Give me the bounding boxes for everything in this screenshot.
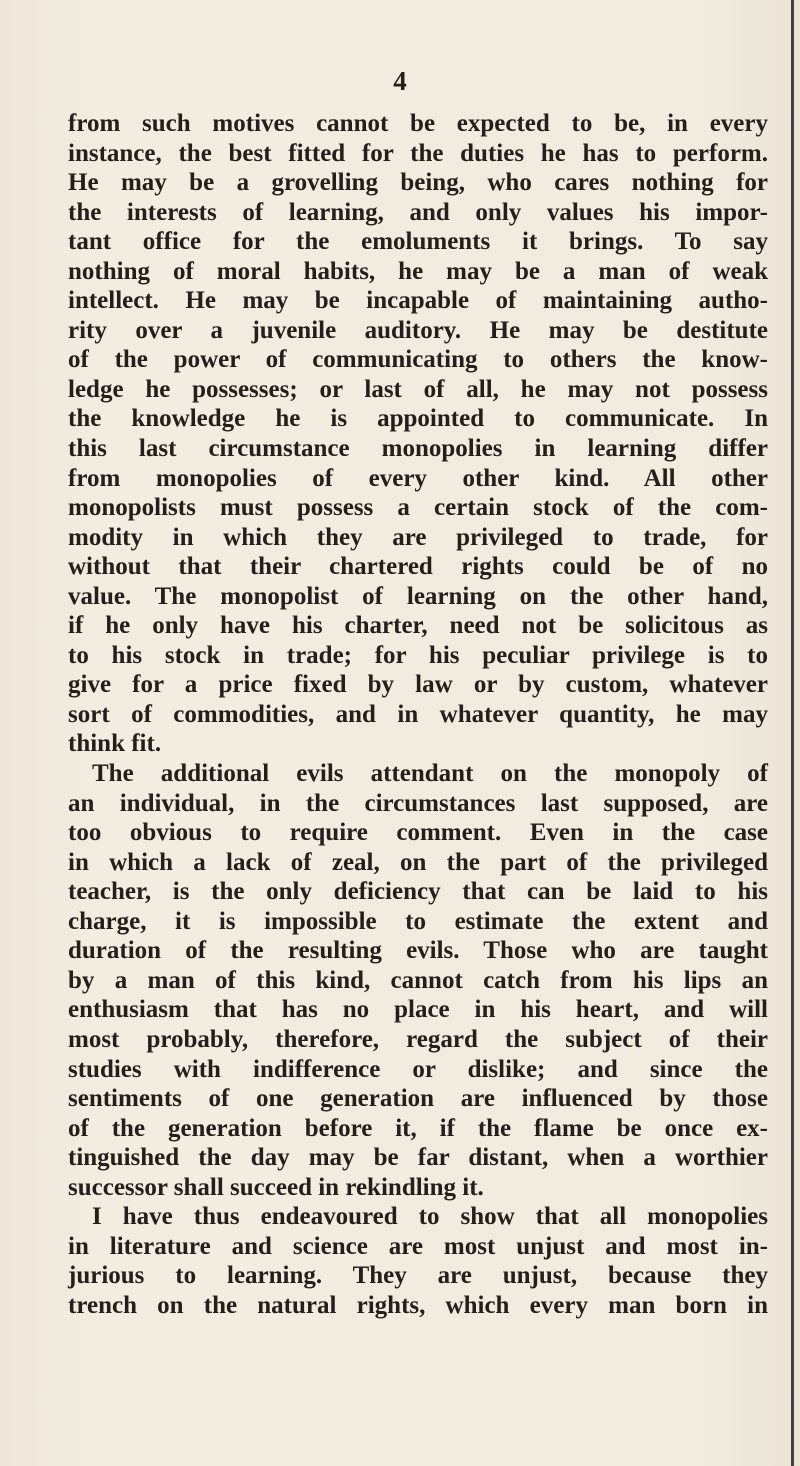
- text-line: enthusiasm that has no place in his heart, and will: [68, 996, 768, 1024]
- text-line: sort of commodities, and in whatever quantity, he may: [68, 700, 768, 728]
- text-line: an individual, in the circumstances last supposed, are: [68, 789, 768, 817]
- text-line: monopolists must possess a certain stock of the com-: [68, 494, 768, 522]
- page-edge-divider: [791, 0, 794, 1466]
- text-line: too obvious to require comment. Even in the case: [68, 819, 768, 847]
- text-line: in literature and science are most unjust and most in-: [68, 1232, 768, 1260]
- text-line: modity in which they are privileged to trade, for: [68, 523, 768, 551]
- text-line: think fit.: [68, 730, 162, 758]
- text-line: duration of the resulting evils. Those who are taught: [68, 937, 768, 965]
- text-line: I have thus endeavoured to show that all monopolies: [92, 1203, 768, 1231]
- text-line: in which a lack of zeal, on the part of the privileged: [68, 848, 768, 876]
- text-line: of the generation before it, if the flame be once ex-: [68, 1114, 768, 1142]
- text-line: intellect. He may be incapable of maintaining autho-: [68, 287, 768, 315]
- text-line: of the power of communicating to others the know-: [68, 346, 768, 374]
- text-line: to his stock in trade; for his peculiar privilege is to: [68, 641, 768, 669]
- text-line: jurious to learning. They are unjust, because they: [68, 1262, 768, 1290]
- text-line: tinguished the day may be far distant, when a worthier: [68, 1144, 768, 1172]
- text-line: tant office for the emoluments it brings. To say: [68, 228, 768, 256]
- text-line: the interests of learning, and only values his impor-: [68, 198, 768, 226]
- text-line: nothing of moral habits, he may be a man of weak: [68, 257, 768, 285]
- text-line: instance, the best fitted for the duties he has to perform.: [68, 139, 768, 167]
- text-line: this last circumstance monopolies in learning differ: [68, 435, 768, 463]
- text-line: The additional evils attendant on the monopoly of: [92, 760, 768, 788]
- text-line: from such motives cannot be expected to be, in every: [68, 110, 768, 137]
- text-line: value. The monopolist of learning on the other hand,: [68, 582, 768, 610]
- text-line: give for a price fixed by law or by custom, whatever: [68, 671, 768, 699]
- text-line: from monopolies of every other kind. All other: [68, 464, 768, 492]
- text-line: trench on the natural rights, which every man born in: [68, 1291, 768, 1319]
- text-line: by a man of this kind, cannot catch from his lips an: [68, 966, 768, 994]
- text-line: sentiments of one generation are influenced by those: [68, 1085, 768, 1113]
- text-line: ledge he possesses; or last of all, he may not possess: [68, 375, 768, 403]
- text-line: rity over a juvenile auditory. He may be destitute: [68, 316, 768, 344]
- text-line: most probably, therefore, regard the subject of their: [68, 1025, 768, 1053]
- text-line: if he only have his charter, need not be solicitous as: [68, 612, 768, 640]
- page-number: 4: [393, 66, 407, 96]
- body-text: [68, 109, 768, 1320]
- text-line: teacher, is the only deficiency that can be laid to his: [68, 878, 768, 906]
- text-line: He may be a grovelling being, who cares nothing for: [68, 169, 768, 197]
- text-line: the knowledge he is appointed to communicate. In: [68, 405, 768, 433]
- text-line: successor shall succeed in rekindling it.: [68, 1173, 484, 1201]
- text-line: charge, it is impossible to estimate the extent and: [68, 907, 768, 935]
- text-line: without that their chartered rights could be of no: [68, 553, 768, 581]
- text-line: studies with indifference or dislike; and since the: [68, 1055, 768, 1083]
